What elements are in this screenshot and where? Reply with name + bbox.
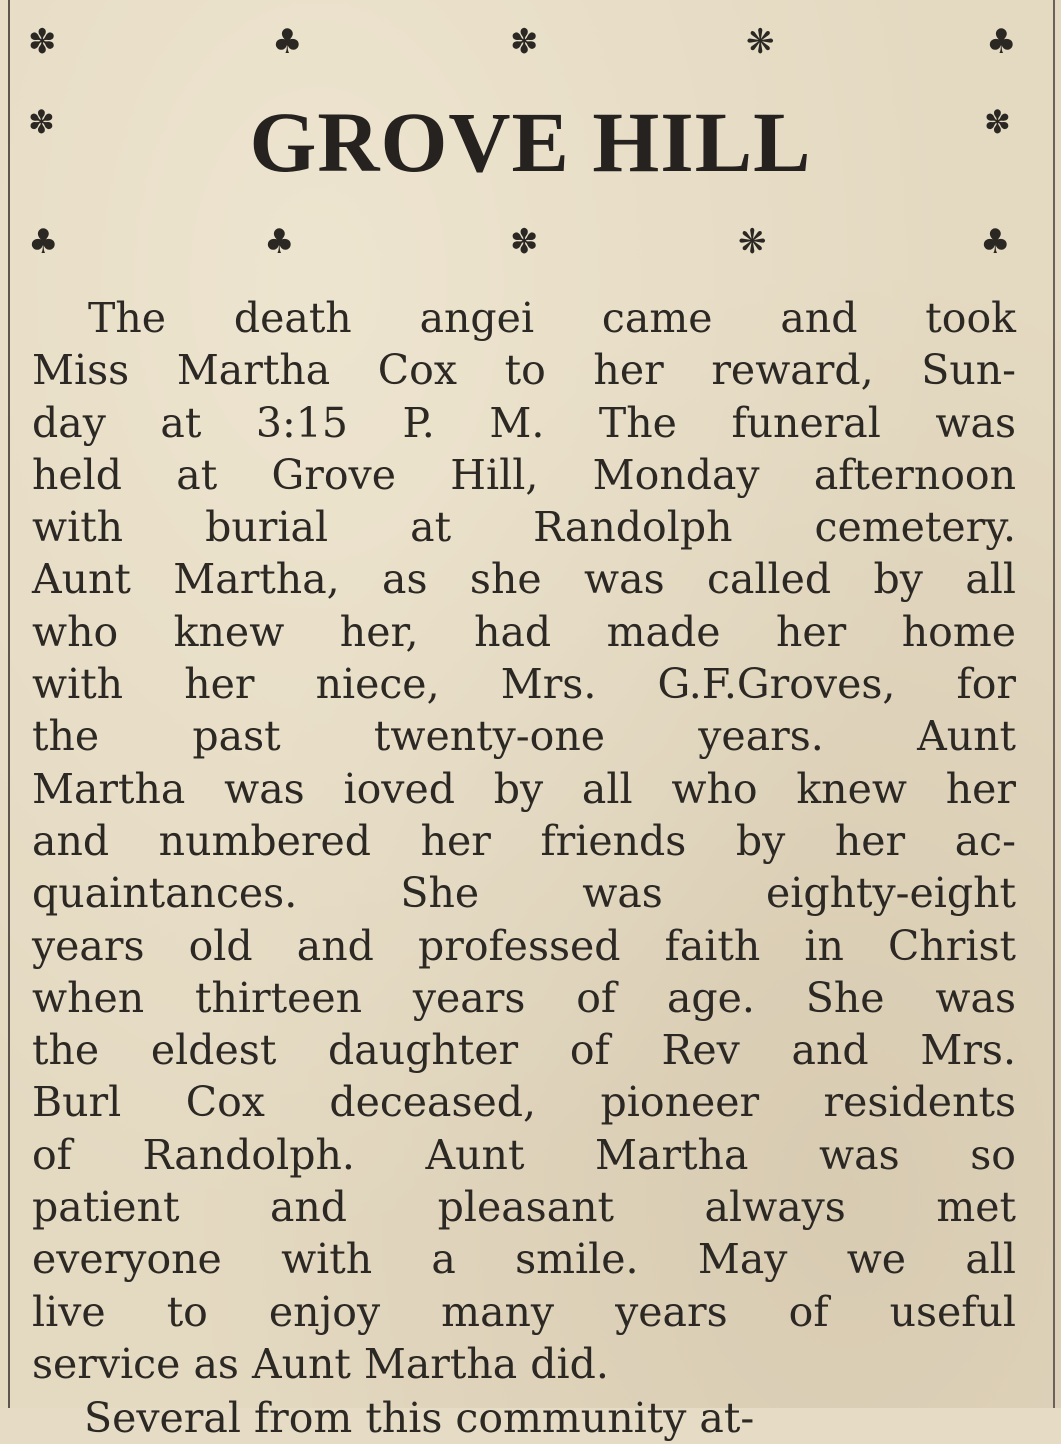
article-line: Burl Cox deceased, pioneer residents [32, 1078, 1016, 1127]
ornament-icon: ❋ [746, 22, 775, 62]
ornament-icon: ♣ [272, 22, 303, 62]
article-line: Martha was ioved by all who knew her [32, 764, 1016, 813]
article-line: Aunt Martha, as she was called by all [32, 555, 1016, 604]
article-line: with her niece, Mrs. G.F.Groves, for [32, 660, 1016, 709]
article-line: patient and pleasant always met [32, 1183, 1016, 1232]
article-line: the eldest daughter of Rev and Mrs. [32, 1026, 1016, 1075]
truncated-line: Several from this community at- [84, 1394, 755, 1442]
ornament-icon: ♣ [264, 222, 295, 262]
article-line: service as Aunt Martha did. [32, 1339, 609, 1388]
article-line: everyone with a smile. May we all [32, 1235, 1016, 1284]
article-line: with burial at Randolph cemetery. [32, 503, 1016, 552]
column-rule-left [8, 0, 10, 1408]
column-rule-right [1053, 0, 1055, 1408]
ornament-icon: ✽ [28, 22, 57, 62]
article-line: live to enjoy many years of useful [32, 1287, 1016, 1336]
article-line: and numbered her friends by her ac- [32, 816, 1016, 865]
ornament-icon: ✽ [984, 103, 1011, 141]
ornament-icon: ♣ [980, 222, 1011, 262]
headline: GROVE HILL [249, 94, 812, 190]
article-line: Miss Martha Cox to her reward, Sun- [32, 346, 1016, 395]
ornament-icon: ✽ [510, 22, 539, 62]
article-line: day at 3:15 P. M. The funeral was [32, 398, 1016, 447]
ornament-row-top [20, 22, 1041, 62]
article-body [32, 292, 1016, 1390]
article-line: years old and professed faith in Christ [32, 921, 1016, 970]
ornament-icon: ♣ [986, 22, 1017, 62]
article-line: who knew her, had made her home [32, 607, 1016, 656]
article-line: held at Grove Hill, Monday afternoon [32, 450, 1016, 499]
article-line: quaintances. She was eighty-eight [32, 869, 1016, 918]
ornament-icon: ✽ [510, 222, 539, 262]
ornament-icon: ♣ [28, 222, 59, 262]
article-line: when thirteen years of age. She was [32, 973, 1016, 1022]
truncated-next-paragraph [28, 1392, 1018, 1442]
ornament-icon: ❋ [738, 222, 767, 262]
ornament-icon: ✽ [28, 103, 55, 141]
article-line: of Randolph. Aunt Martha was so [32, 1130, 1016, 1179]
article-line: the past twenty-one years. Aunt [32, 712, 1016, 761]
article-line: The death angei came and took [88, 294, 1016, 342]
ornament-row-bottom [20, 222, 1041, 262]
